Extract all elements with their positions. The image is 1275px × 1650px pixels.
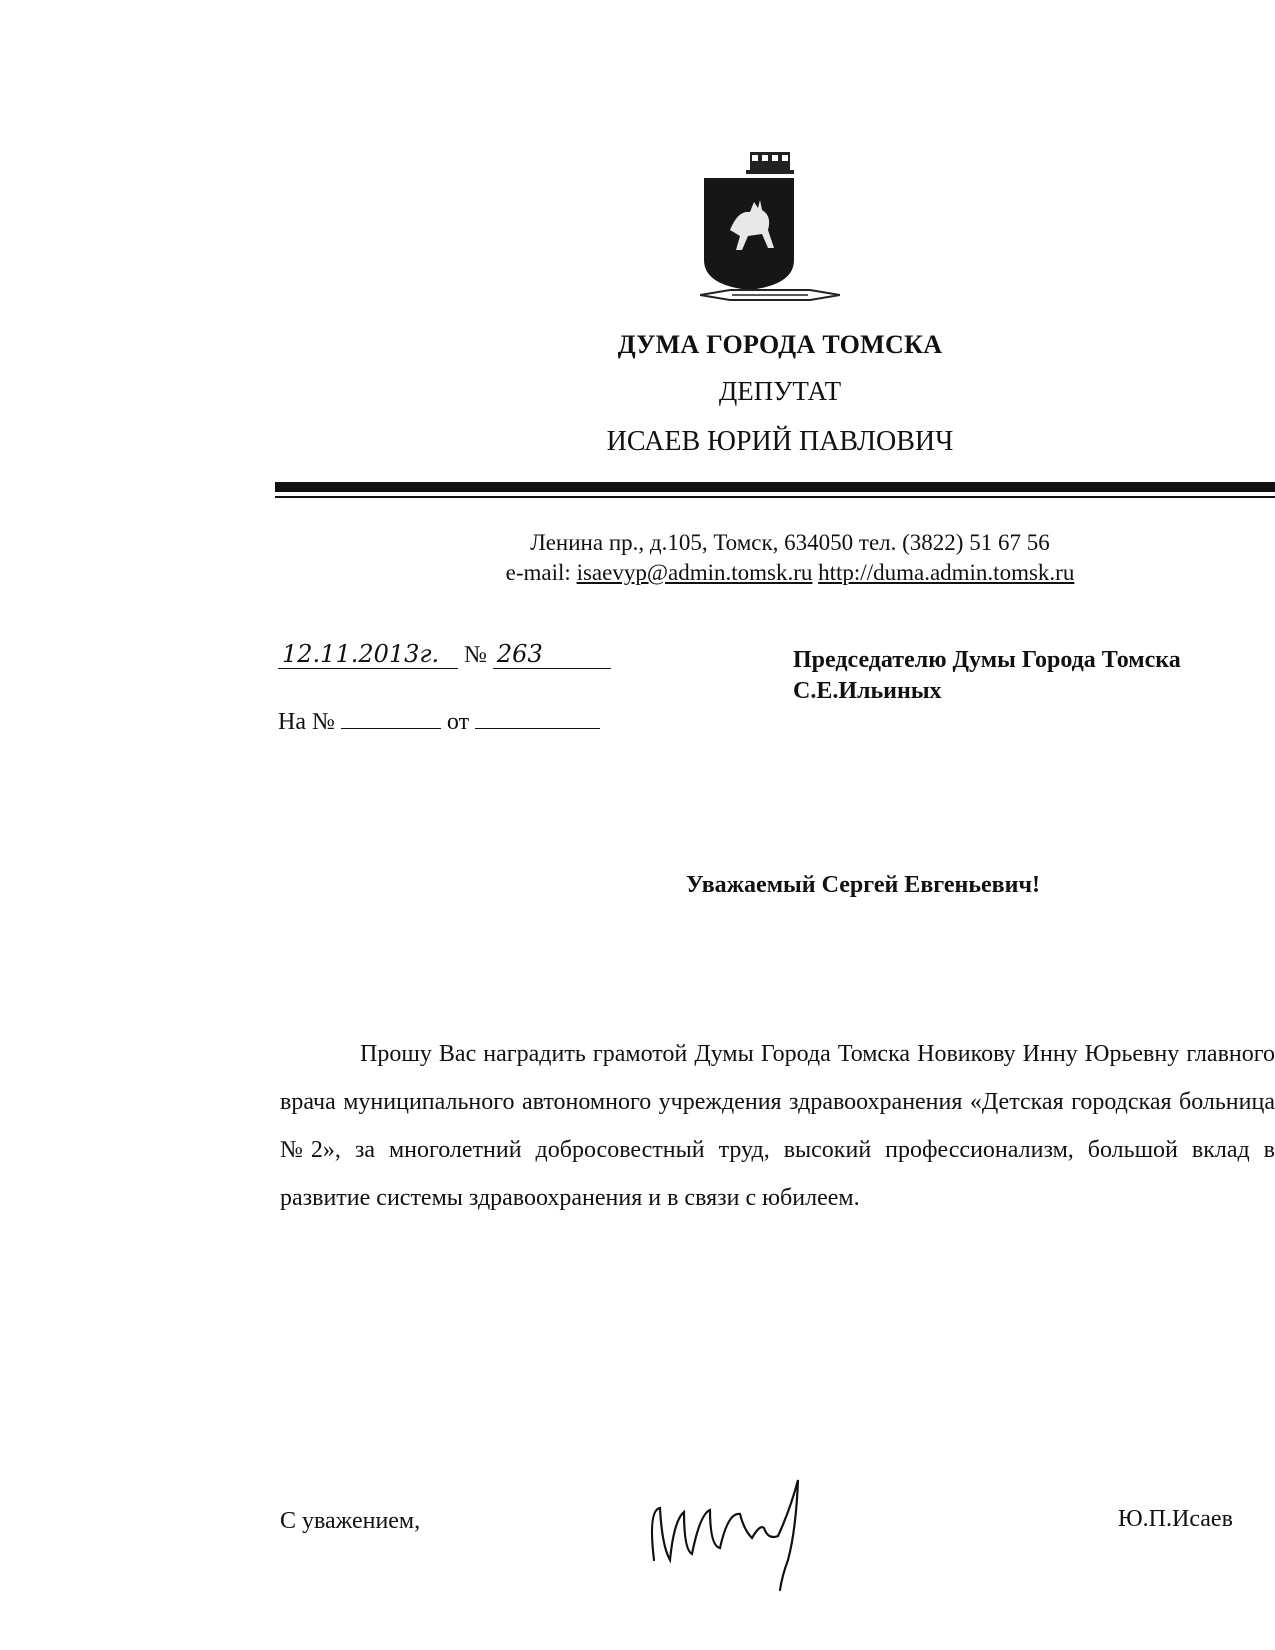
position-title: ДЕПУТАТ — [718, 376, 842, 406]
registration-line — [278, 640, 611, 669]
reply-label: На № — [278, 709, 335, 735]
number-label: № — [464, 642, 487, 668]
email-label: e-mail: — [505, 560, 577, 585]
letterhead-divider — [275, 482, 1275, 492]
addressee-name: С.Е.Ильиных — [793, 678, 942, 704]
reply-reference-line — [278, 708, 600, 736]
addressee-block — [793, 645, 1181, 707]
website-link[interactable]: http://duma.admin.tomsk.ru — [818, 560, 1075, 585]
reply-date-blank — [475, 708, 600, 729]
organization-title: ДУМА ГОРОДА ТОМСКА — [617, 330, 943, 359]
from-label: от — [446, 709, 470, 735]
handwritten-signature — [640, 1450, 830, 1595]
deputy-name: ИСАЕВ ЮРИЙ ПАВЛОВИЧ — [606, 426, 954, 457]
tomsk-coat-of-arms-icon — [700, 150, 840, 320]
addressee-title: Председателю Думы Города Томска — [793, 647, 1181, 673]
closing-phrase: С уважением, — [280, 1508, 421, 1534]
reply-number-blank — [341, 708, 441, 729]
salutation — [0, 872, 1040, 899]
salutation-text: Уважаемый Сергей Евгеньевич! — [686, 872, 1040, 898]
registration-number: 263 — [493, 640, 611, 669]
letter-body: Прошу Вас наградить грамотой Думы Города Томска Новикову Инну Юрьевну главного врача муниципального автономного учреждения здравоохранения «Детская городская больница №2», за многолетний добросовестный труд, высокий профессионализм, большой вклад в развитие системы здравоохранения и в связи с юбилеем. — [280, 1041, 1275, 1211]
letterhead-divider-thin — [275, 496, 1275, 498]
contact-links — [440, 560, 1140, 586]
email-link[interactable]: isaevyp@admin.tomsk.ru — [576, 560, 813, 585]
address-phone: Ленина пр., д.105, Томск, 634050 тел. (3822) 51 67 56 — [530, 530, 1050, 555]
signer-name: Ю.П.Исаев — [1118, 1506, 1233, 1532]
registration-date: 12.11.2013г. — [278, 640, 458, 669]
